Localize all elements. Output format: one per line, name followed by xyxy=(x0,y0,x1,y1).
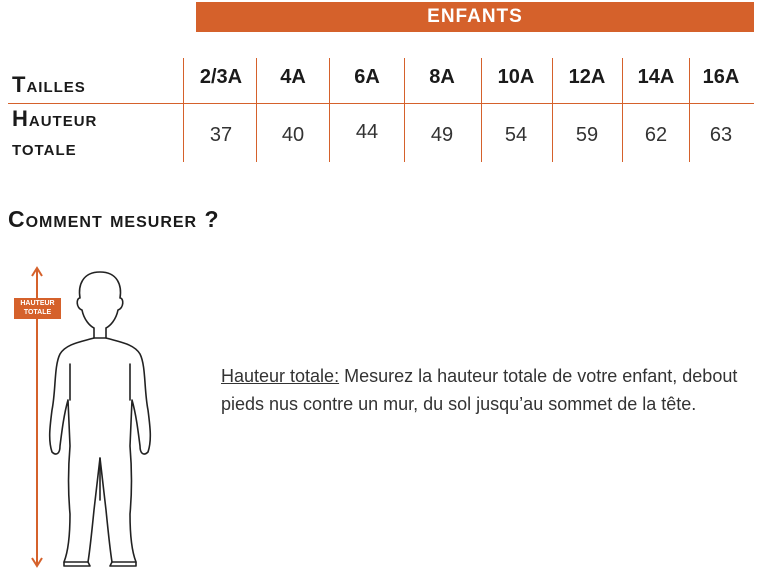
height-value-cell: 59 xyxy=(575,123,599,146)
height-value-cell: 49 xyxy=(430,123,454,146)
size-header-cell: 4A xyxy=(280,65,306,88)
height-value-cell: 63 xyxy=(709,123,733,146)
sizes-row-label: Tailles xyxy=(12,72,86,97)
size-header-cell: 10A xyxy=(497,65,535,88)
size-header-cell: 14A xyxy=(637,65,675,88)
height-value-cell: 44 xyxy=(355,120,379,143)
child-outline-icon xyxy=(50,272,151,566)
size-header-cell: 12A xyxy=(568,65,606,88)
section-title: Comment mesurer ? xyxy=(8,206,220,232)
height-row-label-line2: totale xyxy=(12,135,77,160)
instructions-term: Hauteur totale: xyxy=(221,366,340,386)
header-title: ENFANTS xyxy=(427,6,523,27)
height-badge-line2: TOTALE xyxy=(23,309,52,316)
size-table xyxy=(0,0,761,170)
instructions-text: Mesurez la hauteur totale de votre enfant, debout pieds nus contre un mur, du sol jusqu’au sommet de la tête. xyxy=(221,366,738,414)
column-divider xyxy=(183,58,184,162)
column-divider xyxy=(329,58,330,162)
height-badge-line1: HAUTEUR xyxy=(20,300,55,307)
size-header-cell: 2/3A xyxy=(199,65,243,88)
height-row-label-line1: Hauteur xyxy=(12,106,98,131)
size-header-cell: 6A xyxy=(354,65,380,88)
height-value-cell: 40 xyxy=(281,123,305,146)
height-value-cell: 37 xyxy=(209,123,233,146)
height-badge xyxy=(14,298,61,319)
column-divider xyxy=(256,58,257,162)
height-value-cell: 54 xyxy=(504,123,528,146)
table-divider xyxy=(8,103,754,104)
column-divider xyxy=(404,58,405,162)
height-value-cell: 62 xyxy=(644,123,668,146)
size-header-cell: 16A xyxy=(702,65,740,88)
size-header-cell: 8A xyxy=(429,65,455,88)
measurement-instructions xyxy=(221,362,741,418)
